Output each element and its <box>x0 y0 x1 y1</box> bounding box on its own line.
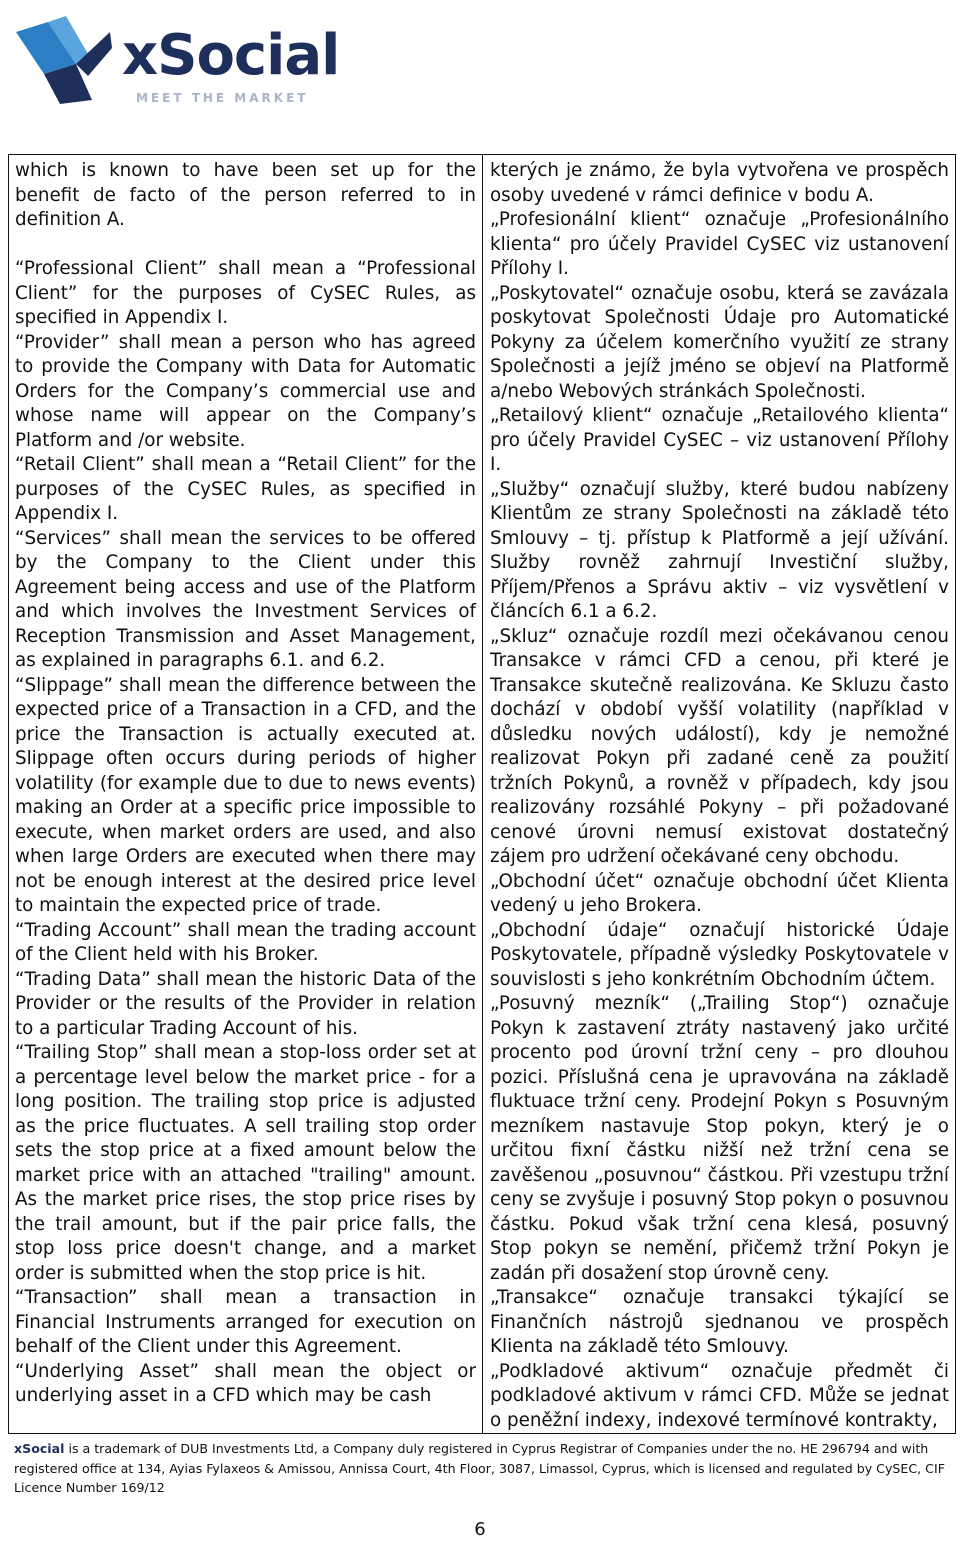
xsocial-logo <box>14 14 344 106</box>
definition-paragraph: “Trailing Stop” shall mean a stop-loss order set at a percentage level below the market price - for a long position. The trailing stop price is adjusted as the price fluctuates. A sell trailing stop order sets the stop price at a fixed amount below the market price with an attached "trailing" amount. As the market price rises, the stop price rises by the trail amount, but if the pair price falls, the stop loss price doesn't change, and a market order is submitted when the stop price is hit. <box>15 1042 476 1284</box>
definition-paragraph: „Podkladové aktivum“ označuje předmět či podkladové aktivum v rámci CFD. Může se jednat o peněžní indexy, indexové termínové kontrakty, <box>490 1360 949 1431</box>
english-column <box>9 155 482 1433</box>
definition-paragraph: „Profesionální klient“ označuje „Profesionálního klienta“ pro účely Pravidel CySEC viz ustanovení Přílohy I. <box>490 209 949 279</box>
xsocial-x-mark-icon <box>14 14 114 106</box>
definition-paragraph: „Obchodní údaje“ označují historické Údaje Poskytovatele, případně výsledky Poskytovatele v souvislosti s jeho konkrétním Obchodním účtem. <box>490 919 949 990</box>
footer-brand: xSocial <box>14 1441 65 1456</box>
definition-paragraph: “Professional Client” shall mean a “Professional Client” for the purposes of CySEC Rules, as specified in Appendix I. <box>15 258 476 328</box>
definition-paragraph: “Trading Account” shall mean the trading account of the Client held with his Broker. <box>15 919 476 965</box>
definition-paragraph: “Transaction” shall mean a transaction in Financial Instruments arranged for execution on behalf of the Client under this Agreement. <box>15 1287 476 1357</box>
czech-column <box>482 155 955 1433</box>
definition-paragraph: “Slippage” shall mean the difference between the expected price of a Transaction in a CFD, and the price the Transaction is actually executed at. Slippage often occurs during periods of higher volatility (for example due to due to news events) making an Order at a specific price impossible to execute, when market orders are used, and also when large Orders are executed when there may not be enough interest at the desired price level to maintain the expected price of trade. <box>15 674 476 916</box>
definition-paragraph: „Služby“ označují služby, které budou nabízeny Klientům ze strany Společnosti na základě této Smlouvy – tj. přístup k Platformě a její užívání. Služby rovněž zahrnují Investiční služby, Příjem/Přenos a Správu aktiv – viz vysvětlení v článcích 6.1 a 6.2. <box>490 478 949 622</box>
definition-paragraph: „Transakce“ označuje transakci týkající se Finančních nástrojů sjednanou ve prospěch Klienta na základě této Smlouvy. <box>490 1287 949 1357</box>
page-number: 6 <box>474 1519 486 1540</box>
definition-paragraph: „Skluz“ označuje rozdíl mezi očekávanou cenou Transakce v rámci CFD a cenou, při které je Transakce skutečně realizována. Ke Skluzu často dochází v období vyšší volatility (například v důsledku nových událostí), kdy je nemožné realizovat Pokyn při zadané ceně za použití tržních Pokynů, a rovněž v případech, kdy jsou realizovány rozsáhlé Pokyny – při požadované cenové úrovni nemusí existovat dostatečný zájem pro udržení očekávané ceny obchodu. <box>490 625 949 867</box>
definition-paragraph: „Obchodní účet“ označuje obchodní účet Klienta vedený u jeho Brokera. <box>490 870 949 916</box>
logo-wordmark: xSocial <box>122 23 340 88</box>
definition-paragraph: „Retailový klient“ označuje „Retailového klienta“ pro účely Pravidel CySEC – viz ustanovení Přílohy I. <box>490 405 949 475</box>
footer-text: is a trademark of DUB Investments Ltd, a Company duly registered in Cyprus Registrar of Companies under the no. HE 296794 and with registered office at 134, Ayias Fylaxeos & Amissou, Annissa Court, 4th Floor, 3087, Limassol, Cyprus, which is licensed and regulated by CySEC, CIF Licence Number 169/12 <box>14 1441 945 1495</box>
definition-paragraph: kterých je známo, že byla vytvořena ve prospěch osoby uvedené v rámci definice v bodu A. <box>490 160 949 206</box>
definition-paragraph: „Posuvný mezník“ („Trailing Stop“) označuje Pokyn k zastavení ztráty nastavený jako určité procento pod úrovní tržní ceny – pro dlouhou pozici. Příslušná cena je upravována na základě fluktuace tržní ceny. Prodejní Pokyn s Posuvným mezníkem nastavuje Stop pokyn, který je o určitou fixní částku nižší než tržní cena se zavěšenou „posuvnou“ částkou. Při vzestupu tržní ceny se zvyšuje i posuvný Stop pokyn o posuvnou částku. Pokud však tržní cena klesá, posuvný Stop pokyn se nemění, přičemž tržní Pokyn je zadán při dosažení stop úrovně ceny. <box>490 993 949 1284</box>
definition-paragraph: „Poskytovatel“ označuje osobu, která se zavázala poskytovat Společnosti Údaje pro Automatické Pokyny za účelem komerčního využití ze strany Společnosti a jejíž jméno se objeví na Platformě a/nebo Webových stránkách Společnosti. <box>490 282 949 402</box>
definition-paragraph: “Retail Client” shall mean a “Retail Client” for the purposes of the CySEC Rules, as specified in Appendix I. <box>15 454 476 524</box>
footer-legal-notice <box>14 1439 946 1498</box>
definition-paragraph: “Provider” shall mean a person who has agreed to provide the Company with Data for Automatic Orders for the Company’s commercial use and whose name will appear on the Company’s Platform and /or website. <box>15 331 476 451</box>
definitions-table <box>8 154 956 1434</box>
definition-paragraph: “Underlying Asset” shall mean the object or underlying asset in a CFD which may be cash <box>15 1360 476 1406</box>
logo-tagline: MEET THE MARKET <box>136 91 309 105</box>
definition-paragraph: “Services” shall mean the services to be offered by the Company to the Client under this Agreement being access and use of the Platform and which involves the Investment Services of Reception Transmission and Asset Management, as explained in paragraphs 6.1. and 6.2. <box>15 527 476 671</box>
definition-paragraph: which is known to have been set up for the benefit de facto of the person referred to in definition A. <box>15 160 476 230</box>
definition-paragraph: “Trading Data” shall mean the historic Data of the Provider or the results of the Provider in relation to a particular Trading Account of his. <box>15 968 476 1039</box>
